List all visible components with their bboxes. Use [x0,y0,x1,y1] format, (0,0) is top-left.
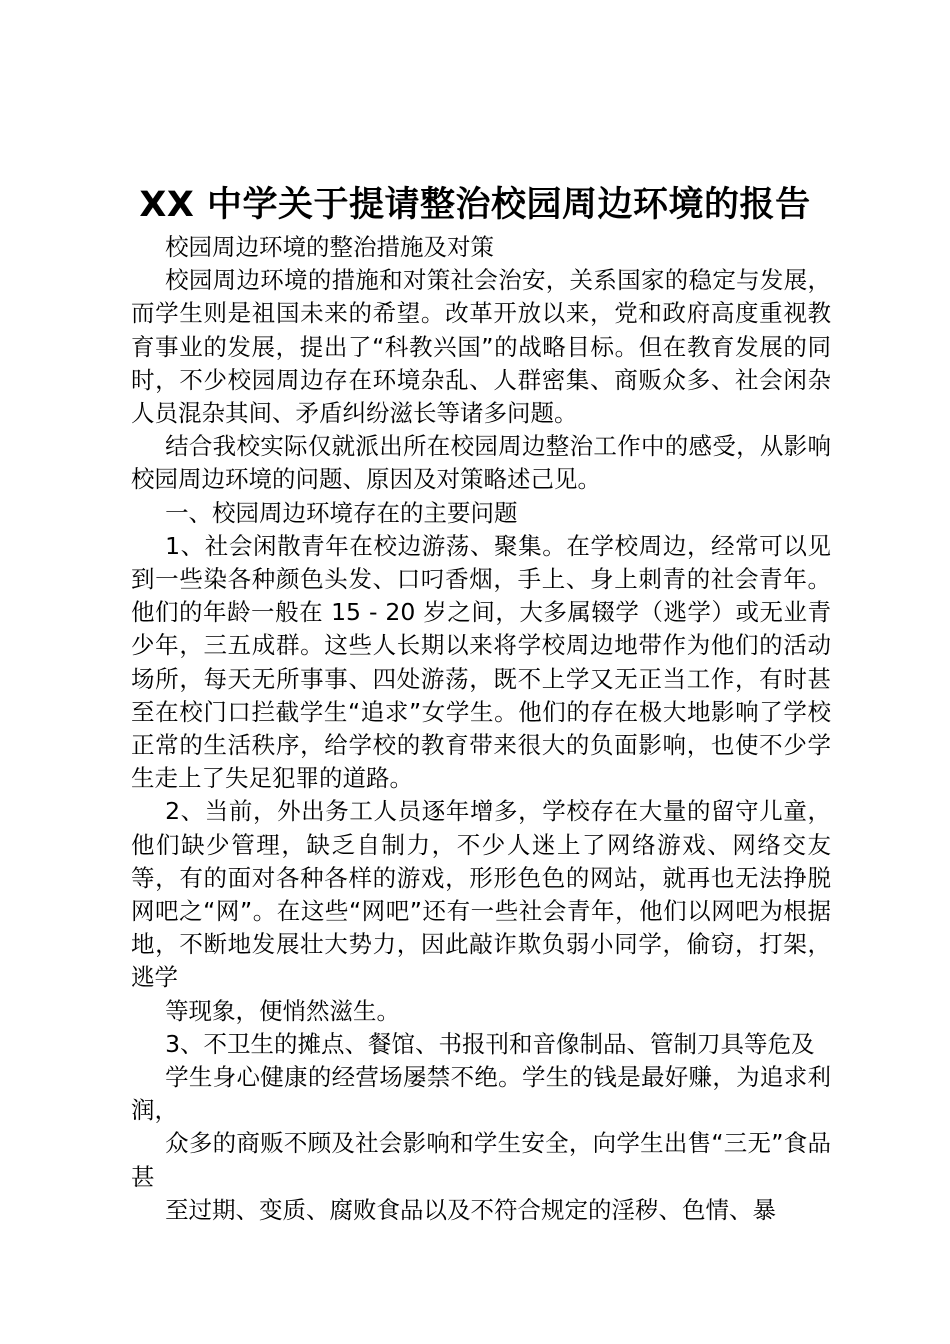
paragraph: 结合我校实际仅就派出所在校园周边整治工作中的感受，从影响校园周边环境的问题、原因及对策略述己见。 [131,432,831,494]
paragraph: 众多的商贩不顾及社会影响和学生安全，向学生出售“三无”食品甚 [131,1129,831,1191]
section-heading: 校园周边环境的整治措施及对策 [165,233,495,261]
paragraph: 学生身心健康的经营场屡禁不绝。学生的钱是最好赚，为追求利润， [131,1063,831,1125]
paragraph: 等现象，便悄然滋生。 [165,996,401,1025]
section-heading: 一、校园周边环境存在的主要问题 [165,498,518,527]
paragraph: 校园周边环境的措施和对策社会治安，关系国家的稳定与发展，而学生则是祖国未来的希望。改革开放以来，党和政府高度重视教育事业的发展，提出了“科教兴国”的战略目标。但在教育发展的同时，不少校园周边存在环境杂乱、人群密集、商贩众多、社会闲杂人员混杂其间、矛盾纠纷滋长等诸多问题。 [131,266,831,428]
paragraph: 1、社会闲散青年在校边游荡、聚集。在学校周边，经常可以见到一些染各种颜色头发、口叼香烟，手上、身上刺青的社会青年。他们的年龄一般在 15 - 20 岁之间，大多属辍学（逃学）或无业青少年，三五成群。这些人长期以来将学校周边地带作为他们的活动场所，每天无所事事、四处游荡，既不上学又无正当工作，有时甚至在校门口拦截学生“追求”女学生。他们的存在极大地影响了学校正常的生活秩序，给学校的教育带来很大的负面影响，也使不少学生走上了失足犯罪的道路。 [131,531,831,793]
document-body [131,231,831,1227]
paragraph: 3、不卫生的摊点、餐馆、书报刊和音像制品、管制刀具等危及 [165,1029,815,1058]
document-title: XX 中学关于提请整治校园周边环境的报告 [139,185,811,225]
paragraph: 2、当前，外出务工人员逐年增多，学校存在大量的留守儿童，他们缺少管理，缺乏自制力，不少人迷上了网络游戏、网络交友等，有的面对各种各样的游戏，形形色色的网站，就再也无法挣脱网吧之“网”。在这些“网吧”还有一些社会青年，他们以网吧为根据地，不断地发展壮大势力，因此敲诈欺负弱小同学，偷窃，打架，逃学 [131,797,831,992]
paragraph: 至过期、变质、腐败食品以及不符合规定的淫秽、色情、暴 [165,1195,777,1224]
